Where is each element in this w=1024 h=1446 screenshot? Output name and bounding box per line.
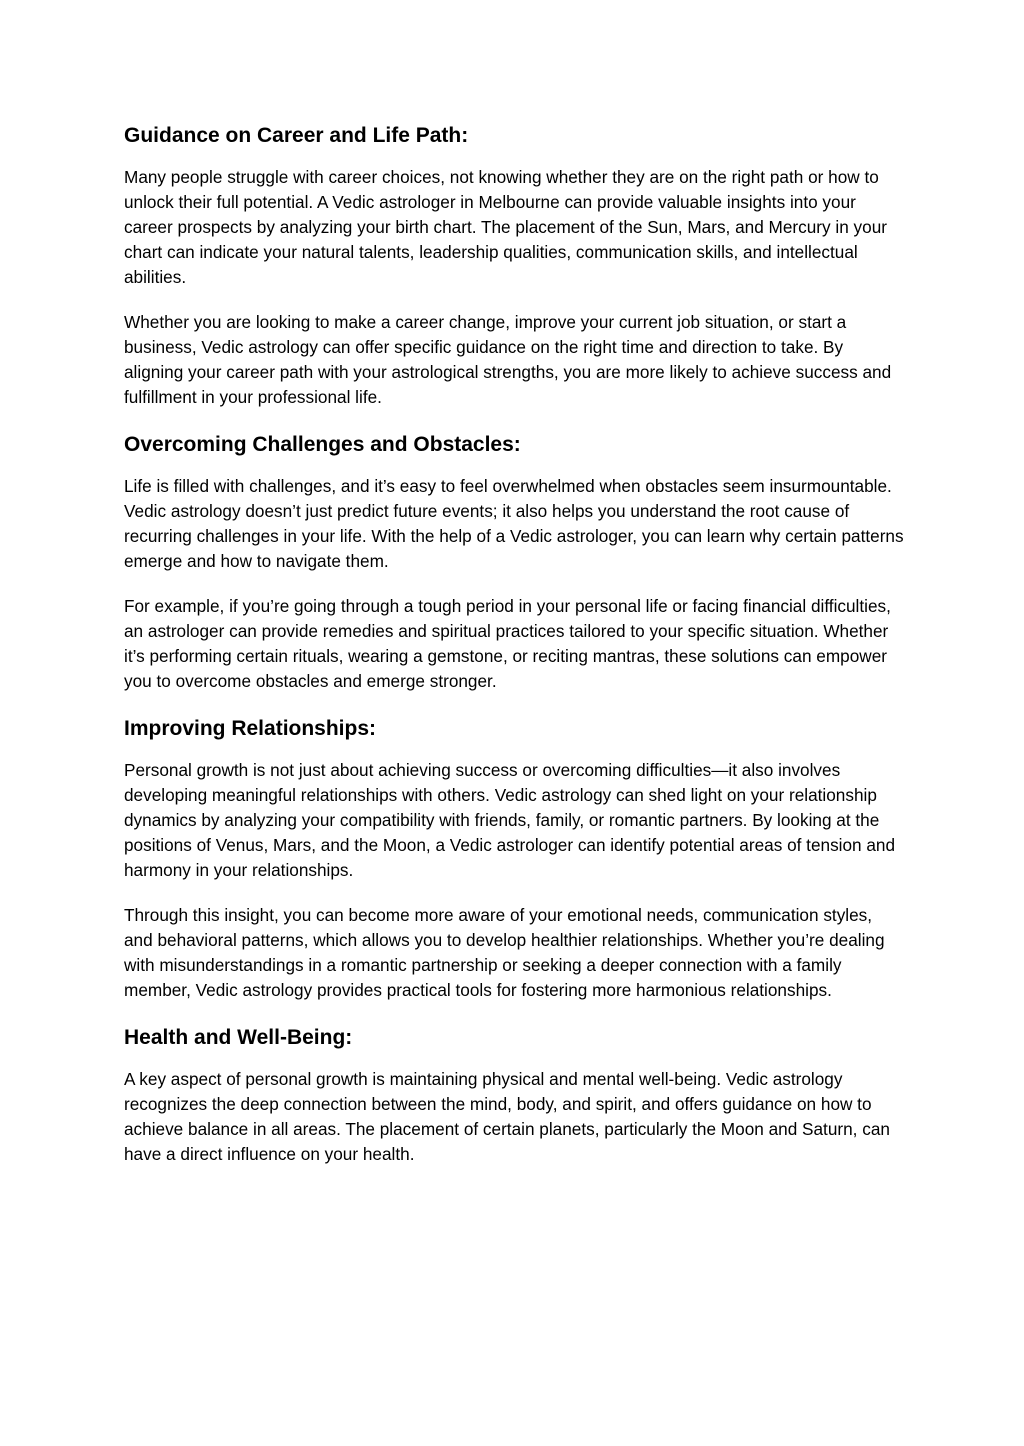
body-paragraph: Life is filled with challenges, and it’s easy to feel overwhelmed when obstacles seem insurmountable. Vedic astrology doesn’t just predict future events; it also helps you understand the root cause of recurring challenges in your life. With the help of a Vedic astrologer, you can learn why certain patterns emerge and how to navigate them. [124, 476, 904, 571]
document-content [124, 121, 904, 1167]
body-paragraph: Through this insight, you can become more aware of your emotional needs, communication styles, and behavioral patterns, which allows you to develop healthier relationships. Whether you’re dealing with misunderstandings in a romantic partnership or seeking a deeper connection with a family member, Vedic astrology provides practical tools for fostering more harmonious relationships. [124, 905, 885, 1000]
section-heading: Health and Well-Being: [124, 1026, 353, 1049]
section-health [124, 1023, 904, 1167]
section-heading: Improving Relationships: [124, 717, 377, 740]
body-paragraph: Personal growth is not just about achieving success or overcoming difficulties—it also involves developing meaningful relationships with others. Vedic astrology can shed light on your relationship dynamics by analyzing your compatibility with friends, family, or romantic partners. By looking at the positions of Venus, Mars, and the Moon, a Vedic astrologer can identify potential areas of tension and harmony in your relationships. [124, 760, 896, 880]
body-paragraph: Whether you are looking to make a career change, improve your current job situation, or start a business, Vedic astrology can offer specific guidance on the right time and direction to take. By aligning your career path with your astrological strengths, you are more likely to achieve success and fulfillment in your professional life. [124, 312, 892, 407]
section-career [124, 121, 904, 410]
section-heading: Guidance on Career and Life Path: [124, 124, 469, 147]
body-paragraph: Many people struggle with career choices, not knowing whether they are on the right path or how to unlock their full potential. A Vedic astrologer in Melbourne can provide valuable insights into your career prospects by analyzing your birth chart. The placement of the Sun, Mars, and Mercury in your chart can indicate your natural talents, leadership qualities, communication skills, and intellectual abilities. [124, 167, 887, 287]
section-relationships [124, 714, 904, 1003]
section-challenges [124, 430, 904, 694]
section-heading: Overcoming Challenges and Obstacles: [124, 433, 521, 456]
body-paragraph: A key aspect of personal growth is maintaining physical and mental well-being. Vedic astrology recognizes the deep connection between the mind, body, and spirit, and offers guidance on how to achieve balance in all areas. The placement of certain planets, particularly the Moon and Saturn, can have a direct influence on your health. [124, 1069, 890, 1164]
body-paragraph: For example, if you’re going through a tough period in your personal life or facing financial difficulties, an astrologer can provide remedies and spiritual practices tailored to your specific situation. Whether it’s performing certain rituals, wearing a gemstone, or reciting mantras, these solutions can empower you to overcome obstacles and emerge stronger. [124, 596, 891, 691]
